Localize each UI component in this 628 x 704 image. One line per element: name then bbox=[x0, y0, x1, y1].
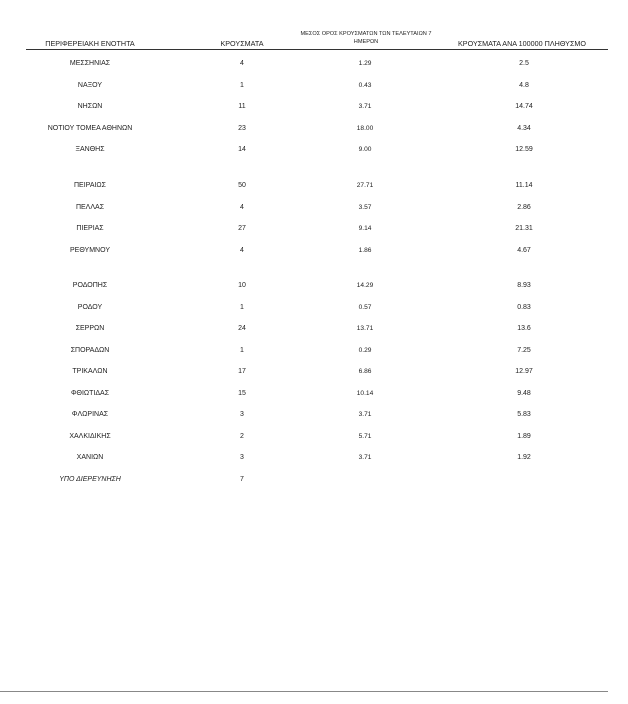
table-row bbox=[0, 366, 628, 378]
table-row bbox=[0, 388, 628, 400]
cell-cases: 10 bbox=[238, 282, 246, 289]
cell-cases: 3 bbox=[240, 454, 244, 461]
cell-cases: 3 bbox=[240, 411, 244, 418]
cell-per100k: 9.48 bbox=[517, 390, 531, 397]
cell-per100k: 4.67 bbox=[517, 247, 531, 254]
table-row bbox=[0, 409, 628, 421]
table-row bbox=[0, 474, 628, 486]
table-row bbox=[0, 245, 628, 257]
cell-cases: 50 bbox=[238, 182, 246, 189]
cell-region: ΥΠΟ ΔΙΕΡΕΥΝΗΣΗ bbox=[59, 476, 121, 483]
table-row bbox=[0, 345, 628, 357]
cell-cases: 14 bbox=[238, 146, 246, 153]
cell-per100k: 8.93 bbox=[517, 282, 531, 289]
cell-region: ΣΠΟΡΑΔΩΝ bbox=[70, 347, 110, 354]
cell-per100k: 11.14 bbox=[515, 182, 533, 189]
table-row bbox=[0, 452, 628, 464]
table-row bbox=[0, 223, 628, 235]
header-rule bbox=[26, 49, 608, 50]
cell-per100k: 0.83 bbox=[517, 304, 531, 311]
cell-region: ΝΟΤΙΟΥ ΤΟΜΕΑ ΑΘΗΝΩΝ bbox=[47, 125, 133, 132]
cell-per100k: 12.59 bbox=[515, 146, 533, 153]
cell-avg7: 10.14 bbox=[356, 390, 374, 397]
cell-region: ΝΗΣΩΝ bbox=[77, 103, 103, 110]
cell-cases: 2 bbox=[240, 433, 244, 440]
cell-region: ΧΑΝΙΩΝ bbox=[76, 454, 104, 461]
cell-cases: 4 bbox=[240, 60, 244, 67]
cell-avg7: 5.71 bbox=[358, 433, 372, 440]
cell-region: ΜΕΣΣΗΝΙΑΣ bbox=[69, 60, 111, 67]
cell-region: ΣΕΡΡΩΝ bbox=[75, 325, 105, 332]
cell-cases: 27 bbox=[238, 225, 246, 232]
cell-region: ΠΕΙΡΑΙΩΣ bbox=[74, 182, 106, 189]
cell-region: ΦΘΙΩΤΙΔΑΣ bbox=[70, 390, 110, 397]
cell-per100k: 12.97 bbox=[515, 368, 533, 375]
cell-avg7: 13.71 bbox=[356, 325, 374, 332]
table-row bbox=[0, 202, 628, 214]
cell-per100k: 7.25 bbox=[517, 347, 531, 354]
cell-cases: 4 bbox=[240, 204, 244, 211]
cell-avg7: 3.71 bbox=[358, 411, 372, 418]
cell-cases: 1 bbox=[240, 304, 244, 311]
cell-cases: 15 bbox=[238, 390, 246, 397]
table-row bbox=[0, 280, 628, 292]
cell-cases: 17 bbox=[238, 368, 246, 375]
cell-per100k: 2.5 bbox=[519, 60, 529, 67]
cell-per100k: 1.89 bbox=[517, 433, 531, 440]
cell-per100k: 4.8 bbox=[519, 82, 529, 89]
header-region: ΠΕΡΙΦΕΡΕΙΑΚΗ ΕΝΟΤΗΤΑ bbox=[45, 39, 135, 48]
cell-cases: 1 bbox=[240, 347, 244, 354]
header-per100k: ΚΡΟΥΣΜΑΤΑ ΑΝΑ 100000 ΠΛΗΘΥΣΜΟ bbox=[458, 39, 586, 48]
footer-rule bbox=[0, 691, 608, 692]
cell-avg7: 18.00 bbox=[356, 125, 374, 132]
cell-per100k: 1.92 bbox=[517, 454, 531, 461]
cell-region: ΝΑΞΟΥ bbox=[77, 82, 103, 89]
cell-avg7: 0.43 bbox=[358, 82, 372, 89]
cell-per100k: 5.83 bbox=[517, 411, 531, 418]
cell-avg7: 27.71 bbox=[356, 182, 374, 189]
cell-cases: 4 bbox=[240, 247, 244, 254]
table-row bbox=[0, 101, 628, 113]
cell-cases: 24 bbox=[238, 325, 246, 332]
cell-per100k: 13.6 bbox=[517, 325, 531, 332]
cell-avg7: 3.71 bbox=[358, 454, 372, 461]
cell-cases: 11 bbox=[238, 103, 246, 110]
cell-avg7: 1.86 bbox=[358, 247, 372, 254]
cell-per100k: 4.34 bbox=[517, 125, 531, 132]
cell-avg7: 9.00 bbox=[358, 146, 372, 153]
table-row bbox=[0, 144, 628, 156]
table-row bbox=[0, 180, 628, 192]
table-row bbox=[0, 80, 628, 92]
cell-region: ΠΙΕΡΙΑΣ bbox=[76, 225, 104, 232]
cell-per100k: 2.86 bbox=[517, 204, 531, 211]
cell-avg7: 3.71 bbox=[358, 103, 372, 110]
cell-per100k: 14.74 bbox=[515, 103, 533, 110]
cell-region: ΧΑΛΚΙΔΙΚΗΣ bbox=[69, 433, 111, 440]
table-row bbox=[0, 58, 628, 70]
cell-cases: 7 bbox=[240, 476, 244, 483]
cell-avg7: 14.29 bbox=[356, 282, 374, 289]
cell-region: ΡΟΔΟΠΗΣ bbox=[72, 282, 108, 289]
cell-region: ΡΟΔΟΥ bbox=[77, 304, 103, 311]
table-row bbox=[0, 323, 628, 335]
cell-cases: 1 bbox=[240, 82, 244, 89]
cell-cases: 23 bbox=[238, 125, 246, 132]
cell-avg7: 0.29 bbox=[358, 347, 372, 354]
cell-region: ΠΕΛΛΑΣ bbox=[75, 204, 105, 211]
cell-avg7: 1.29 bbox=[358, 60, 372, 67]
cell-region: ΤΡΙΚΑΛΩΝ bbox=[72, 368, 108, 375]
cell-avg7: 6.86 bbox=[358, 368, 372, 375]
cell-per100k: 21.31 bbox=[515, 225, 533, 232]
cell-avg7: 9.14 bbox=[358, 225, 372, 232]
cell-avg7: 0.57 bbox=[358, 304, 372, 311]
header-cases: ΚΡΟΥΣΜΑΤΑ bbox=[220, 39, 264, 48]
cell-region: ΡΕΘΥΜΝΟΥ bbox=[69, 247, 110, 254]
cell-region: ΦΛΩΡΙΝΑΣ bbox=[71, 411, 109, 418]
table-row bbox=[0, 123, 628, 135]
table-row bbox=[0, 302, 628, 314]
header-avg7: ΜΕΣΟΣ ΟΡΟΣ ΚΡΟΥΣΜΑΤΩΝ ΤΩΝ ΤΕΛΕΥΤΑΙΩΝ 7 ΗΜΕΡΩΝ bbox=[300, 31, 432, 45]
cell-avg7: 3.57 bbox=[358, 204, 372, 211]
cell-region: ΞΑΝΘΗΣ bbox=[75, 146, 105, 153]
table-row bbox=[0, 431, 628, 443]
